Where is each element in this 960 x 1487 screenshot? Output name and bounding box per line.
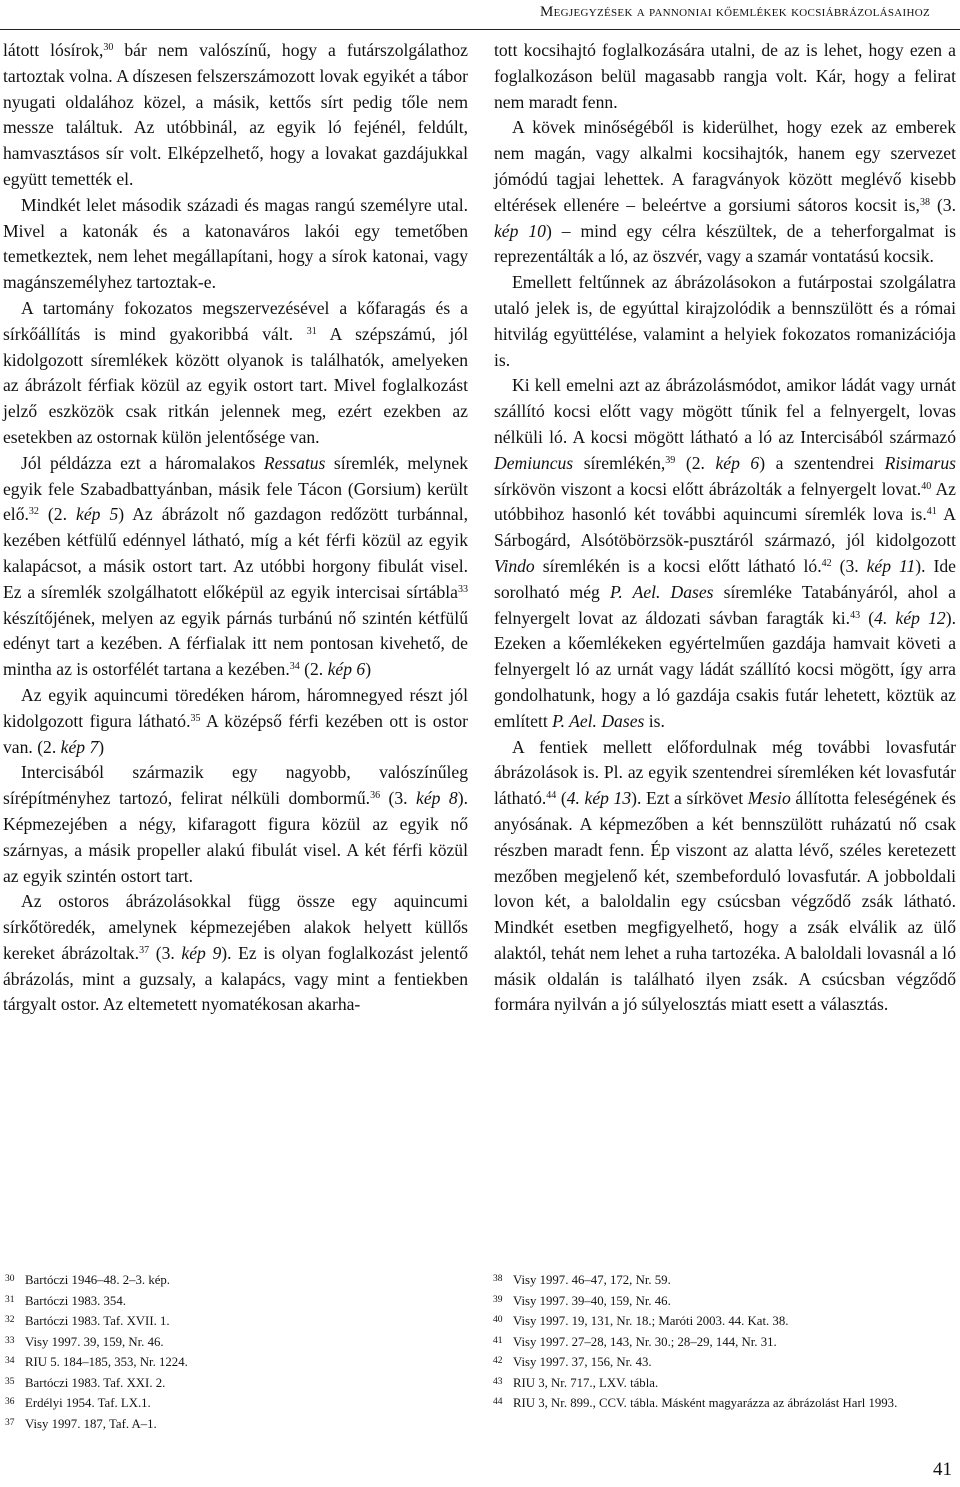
- paragraph: [3, 760, 468, 889]
- footnote: [493, 1272, 953, 1289]
- footnotes-right: [493, 1272, 953, 1416]
- text-run: (2.: [299, 659, 328, 680]
- footnote: [493, 1375, 953, 1392]
- footnote: [5, 1375, 325, 1392]
- footnote-number: 39: [493, 1294, 503, 1305]
- footnote-ref: 32: [28, 506, 39, 518]
- text-run: ). Képmezejében a négy, kifaragott figura közül az egyik nő szárnyas, a másik propeller alakú fibulát visel. A két férfi közül az egyik szintén ostort tart.: [3, 788, 468, 886]
- footnote-number: 41: [493, 1335, 503, 1346]
- footnote-text: Bartóczi 1946–48. 2–3. kép.: [25, 1273, 171, 1287]
- italic-text: Risimarus: [884, 452, 957, 473]
- footnote-text: RIU 3, Nr. 717., LXV. tábla.: [513, 1375, 659, 1390]
- footnote-number: 42: [493, 1356, 503, 1366]
- footnote-number: 43: [493, 1376, 503, 1387]
- italic-text: P. Ael. Dases: [609, 581, 714, 602]
- text-run: ) Az ábrázolt nő gazdagon redőzött turbánnal, kezében kétfülű edénnyel látható, míg a két férfi közül az egyik kalapácsot, a másik ostort tart. Az utóbbi horgony fibulát visel. Ez a síremlék szolgálhatott előképül az egyik intercisai sírtábla: [3, 504, 468, 602]
- text-run: Jól példázza ezt a háromalakos: [21, 452, 264, 473]
- text-run: Az utóbbihoz hasonló két további aquincumi síremlék lova is.: [494, 478, 956, 525]
- text-run: A tartomány fokozatos megszervezésével a kőfaragás és a sírkőállítás is mind gyakoribbá vált.: [3, 297, 468, 344]
- text-run: tott kocsihajtó foglalkozására utalni, de az is lehet, hogy ezen a foglalkozáson belül magasabb rangja volt. Kár, hogy a felirat nem maradt fenn.: [494, 40, 956, 112]
- paragraph: [494, 270, 956, 373]
- footnote: [5, 1334, 325, 1351]
- footnote: [493, 1293, 953, 1310]
- footnote: [493, 1334, 953, 1351]
- footnote-text: Visy 1997. 187, Taf. A–1.: [25, 1416, 157, 1431]
- text-run: készítőjének, melyen az egyik párnás turbánú nő szintén kétfülű edényt tart a kezében. A férfialak itt nem pontosan kivehető, de mintha az is ostorfélét tartana a kezében.: [3, 607, 468, 680]
- text-run: (2.: [675, 452, 716, 473]
- text-run: sírkövön viszont a kocsi előtt ábrázolták a felnyergelt lovat.: [494, 478, 922, 499]
- footnote-number: 31: [5, 1294, 15, 1305]
- footnote-number: 40: [493, 1315, 503, 1325]
- footnote-text: Erdélyi 1954. Taf. LX.1.: [25, 1396, 151, 1410]
- footnote-text: Visy 1997. 19, 131, Nr. 18.; Maróti 2003. 44. Kat. 38.: [513, 1314, 789, 1328]
- left-text-column: [3, 38, 468, 1018]
- italic-text: kép 11: [866, 555, 916, 576]
- paragraph: [3, 296, 468, 451]
- text-run: (2.: [38, 504, 77, 525]
- footnote: [493, 1395, 953, 1412]
- text-run: A középső férfi kezében ott is ostor van. (2.: [3, 710, 468, 757]
- text-run: síremléke Tatabányáról, ahol a felnyergelt lovat az áldozati sávban faragták ki.: [494, 581, 956, 628]
- text-run: Emellett feltűnnek az ábrázolásokon a futárpostai szolgálatra utaló jelek is, de egyúttal kirajzolódik a bennszülött és a római hitvilág együttélése, valamint a helyiek fokozatos romanizációja is.: [494, 272, 956, 370]
- paragraph: [494, 38, 956, 115]
- text-run: (: [860, 607, 875, 628]
- footnote-ref: 38: [919, 196, 930, 208]
- footnote: [5, 1416, 325, 1433]
- footnote: [5, 1395, 325, 1412]
- text-run: (3.: [831, 555, 867, 576]
- italic-text: kép 10: [494, 220, 546, 241]
- footnote-number: 38: [493, 1274, 503, 1284]
- page-number: 41: [933, 1459, 952, 1480]
- footnote-text: Bartóczi 1983. Taf. XXI. 2.: [25, 1375, 166, 1390]
- footnote-number: 33: [5, 1335, 15, 1346]
- paragraph: [3, 193, 468, 296]
- footnote: [5, 1272, 325, 1289]
- text-run: bár nem valószínű, hogy a futárszolgálathoz tartoztak volna. A díszesen felszerszámozott lovak egyikét a tábor nyugati oldalához közel, a másik, kettős sírt pedig tőle nem messze találtuk. Az utóbbinál, az egyik ló fejénél, feldúlt, hamvasztásos sír volt. Elképzelhető, hogy a lovakat gazdájukkal együtt temették el.: [3, 40, 468, 189]
- footnote-text: Visy 1997. 46–47, 172, Nr. 59.: [513, 1273, 671, 1287]
- footnote: [5, 1354, 325, 1371]
- footnote-ref: 40: [921, 480, 932, 492]
- text-run: ) – mind egy célra készültek, de a teherforgalmat is reprezentálták a ló, az öszvér, vagy a szamár vontatású kocsik.: [494, 220, 956, 267]
- footnote-number: 37: [5, 1417, 15, 1428]
- italic-text: Ressatus: [263, 452, 326, 473]
- italic-text: kép 5: [76, 504, 119, 525]
- footnote-ref: 33: [458, 583, 468, 595]
- text-run: Az ostoros ábrázolásokkal függ össze egy aquincumi sírkőtöredék, amelynek képmezejében alakok helyett küllős kereket ábrázoltak.: [3, 891, 468, 963]
- text-run: síremlék, melynek egyik fele Szabadbattyánban, másik fele Tácon (Gorsium) került elő.: [3, 452, 468, 525]
- text-run: ). Ide sorolható még: [494, 555, 956, 602]
- italic-text: Vindo: [494, 555, 535, 576]
- italic-text: kép 6: [327, 659, 366, 680]
- text-run: Intercisából származik egy nagyobb, valószínűleg sírépítményhez tartozó, felirat nélküli dombormű.: [3, 762, 468, 809]
- header-rule: [0, 29, 960, 30]
- footnote-ref: 44: [546, 790, 557, 802]
- footnote-ref: 37: [139, 944, 150, 956]
- text-run: ): [98, 736, 105, 757]
- footnote: [5, 1293, 325, 1310]
- text-run: Az egyik aquincumi töredéken három, háromnegyed részt jól kidolgozott figura látható.: [3, 684, 468, 731]
- paragraph: [494, 373, 956, 734]
- footnote: [5, 1313, 325, 1330]
- text-run: ): [365, 659, 372, 680]
- footnote-number: 36: [5, 1397, 15, 1407]
- right-text-column: [494, 38, 956, 1018]
- footnote-ref: 35: [190, 712, 201, 724]
- text-run: síremlékén is a kocsi előtt látható ló.: [534, 555, 822, 576]
- footnote-text: Visy 1997. 27–28, 143, Nr. 30.; 28–29, 144, Nr. 31.: [513, 1334, 777, 1349]
- footnote-text: Bartóczi 1983. 354.: [25, 1293, 126, 1308]
- footnote-ref: 43: [850, 609, 861, 621]
- text-run: (3.: [380, 788, 417, 809]
- italic-text: P. Ael. Dases: [552, 710, 645, 731]
- italic-text: 4. kép 13: [566, 788, 632, 809]
- text-run: A fentiek mellett előfordulnak még további lovasfutár ábrázolások is. Pl. az egyik szentendrei síremléken két lovasfutár látható.: [494, 736, 956, 809]
- footnote-number: 44: [493, 1397, 503, 1407]
- footnote-number: 30: [5, 1274, 15, 1284]
- italic-text: Mesio: [747, 788, 791, 809]
- footnote-ref: 39: [665, 454, 676, 466]
- footnote-text: RIU 5. 184–185, 353, Nr. 1224.: [25, 1355, 188, 1369]
- footnote-ref: 31: [306, 325, 317, 337]
- text-run: ) a szentendrei: [759, 452, 885, 473]
- paragraph: [3, 683, 468, 760]
- italic-text: kép 9: [181, 942, 222, 963]
- footnote-text: Visy 1997. 39–40, 159, Nr. 46.: [513, 1293, 671, 1308]
- text-run: ). Ez is olyan foglalkozást jelentő ábrázolás, mint a guzsaly, a kalapács, vagy mint a fentiekben tárgyalt ostor. Az eltemetett nyomatékosan akarha-: [3, 942, 468, 1015]
- footnote-text: Bartóczi 1983. Taf. XVII. 1.: [25, 1314, 170, 1328]
- paragraph: [494, 735, 956, 1019]
- text-run: ). Ezt a sírkövet: [631, 788, 748, 809]
- running-head: Megjegyzések a pannoniai kőemlékek kocsiábrázolásaihoz: [539, 4, 930, 20]
- text-run: A szépszámú, jól kidolgozott síremlékek között olyanok is találhatók, amelyeken az ábrázolt férfiak közül az egyik ostort tart. Mivel foglalkozást jelző eszközök csak ritkán jelennek meg, ezért ezekben az esetekben az ostornak külön jelentősége van.: [3, 323, 468, 447]
- footnote-ref: 34: [289, 661, 300, 673]
- text-run: látott lósírok,: [3, 40, 104, 60]
- paragraph: [494, 115, 956, 270]
- text-run: (3.: [929, 194, 957, 215]
- footnote: [493, 1354, 953, 1371]
- text-run: (: [556, 788, 567, 809]
- footnote-number: 32: [5, 1315, 15, 1325]
- footnote-number: 34: [5, 1356, 15, 1366]
- paragraph: [3, 889, 468, 1018]
- footnote-text: Visy 1997. 39, 159, Nr. 46.: [25, 1334, 164, 1349]
- text-run: is.: [644, 710, 665, 731]
- footnote-text: RIU 3, Nr. 899., CCV. tábla. Másként magyarázza az ábrázolást Harl 1993.: [513, 1396, 898, 1410]
- italic-text: kép 7: [60, 736, 99, 757]
- text-run: (3.: [149, 942, 182, 963]
- paragraph: [3, 38, 468, 193]
- text-run: A kövek minőségéből is kiderülhet, hogy ezek az emberek nem magán, vagy alkalmi kocsihajtók, hanem egy szervezet jómódú tagjai lehettek. A faragványok között meglévő kisebb eltérések ellenére – beleértve a gorsiumi sátoros kocsit is,: [494, 117, 956, 215]
- footnote-ref: 36: [370, 790, 381, 802]
- italic-text: Demiuncus: [494, 452, 574, 473]
- italic-text: 4. kép 12: [874, 607, 946, 628]
- footnote-ref: 41: [926, 506, 937, 518]
- text-run: állította feleségének és anyósának. A képmezőben a két bennszülött ruházatú nő csak részben maradt fenn. Ép viszont az alatta lévő, széles keretezett mezőben megjelenő két, szembeforduló lovasfutár. A jobboldali lovon két, a baloldalin egy csúcsban végződő zsák látható. Mindkét esetben megfigyelhető, hogy a zsák elválik az ülő alaktól, tehát nem lehet a ruha tartozéka. A baloldali lovasnál a ló másik oldalán is található ilyen zsák. A csúcsban végződő formára nyilván a jó súlyelosztás miatt esett a választás.: [494, 788, 956, 1015]
- paragraph: [3, 451, 468, 683]
- text-run: ). Ezeken a kőemlékeken egyértelműen gazdája hamvait követi a felnyergelt ló az urnát vagy ládát szállító kocsi mögött, így arra gondolhatunk, hogy a ló gazdája csakis futár lehetett, köztük az említett: [494, 607, 956, 731]
- footnote-ref: 42: [821, 557, 832, 569]
- text-run: Ki kell emelni azt az ábrázolásmódot, amikor ládát vagy urnát szállító kocsi előtt vagy mögött tűnik fel a felnyergelt, lovas nélküli ló. A kocsi mögött látható a ló az Intercisából származó: [494, 375, 956, 447]
- footnote: [493, 1313, 953, 1330]
- text-run: Mindkét lelet második századi és magas rangú személyre utal. Mivel a katonák és a katonaváros lakói egy temetőben temetkeztek, nem lehet megállapítani, hogy a sírok katonai, vagy magánszemélyhez tartoztak-e.: [3, 194, 468, 293]
- footnote-number: 35: [5, 1376, 15, 1387]
- footnotes-left: [5, 1272, 325, 1436]
- italic-text: kép 6: [715, 452, 760, 473]
- footnote-text: Visy 1997. 37, 156, Nr. 43.: [513, 1355, 652, 1369]
- footnote-ref: 30: [103, 42, 114, 53]
- italic-text: kép 8: [416, 788, 458, 809]
- text-run: síremlékén,: [573, 452, 666, 473]
- text-run: A Sárbogárd, Alsótöbörzsök-pusztáról származó, jól kidolgozott: [494, 504, 956, 551]
